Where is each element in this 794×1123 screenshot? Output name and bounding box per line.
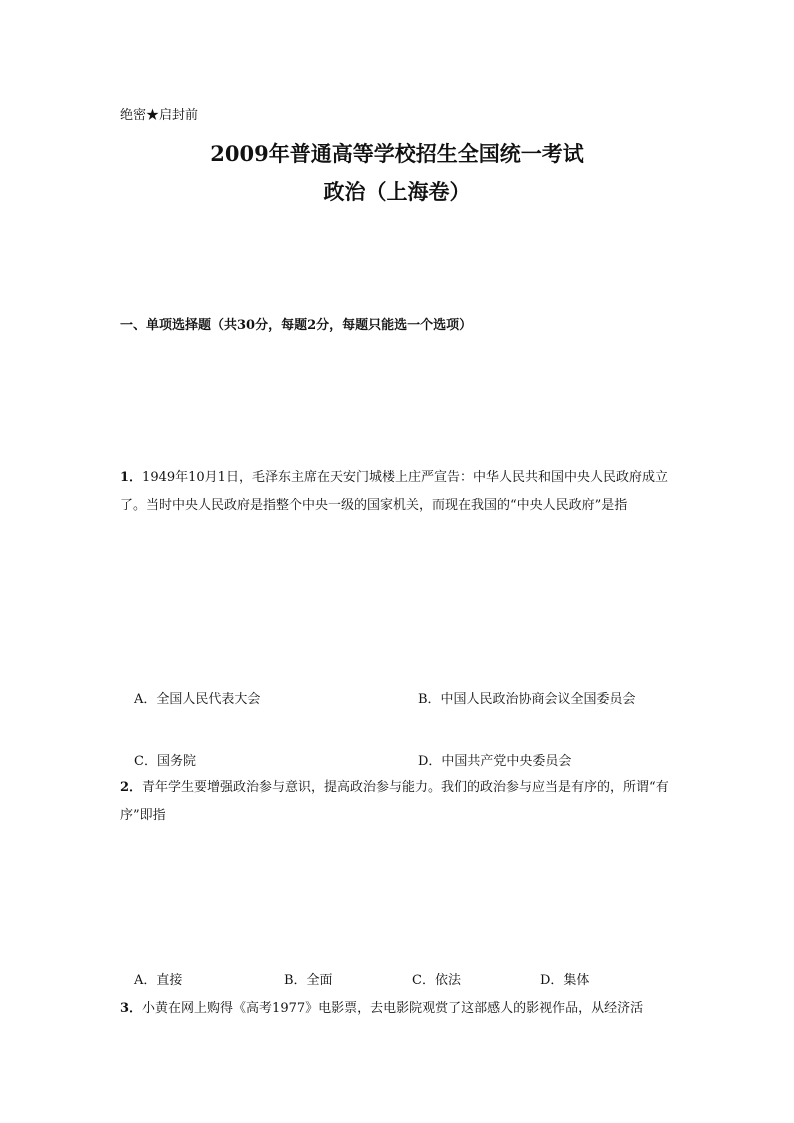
option-d: D．集体: [540, 973, 590, 988]
question-number: 3．: [120, 1001, 143, 1016]
question-number: 1．: [120, 470, 143, 485]
question-number: 2．: [120, 780, 143, 795]
question-text: 小黄在网上购得《高考1977》电影票，去电影院观赏了这部感人的影视作品，从经济活: [142, 1001, 644, 1016]
option-b: B．全面: [284, 973, 333, 988]
exam-subtitle: 政治（上海卷）: [323, 179, 471, 204]
option-a: A．直接: [134, 973, 183, 988]
option-a: A．全国人民代表大会: [134, 692, 261, 707]
question-2: [120, 774, 680, 830]
option-d: D．中国共产党中央委员会: [418, 754, 572, 769]
option-c: C．依法: [412, 973, 461, 988]
question-1: [120, 464, 680, 520]
question-3: [120, 995, 680, 1023]
question-text: 1949年10月1日，毛泽东主席在天安门城楼上庄严宣告：中华人民共和国中央人民政府成立了。当时中央人民政府是指整个中央一级的国家机关，而现在我国的“中央人民政府”是指: [120, 470, 668, 513]
exam-title: 2009年普通高等学校招生全国统一考试: [210, 141, 584, 166]
option-b: B．中国人民政治协商会议全国委员会: [418, 692, 636, 707]
section-heading: 一、单项选择题（共30分，每题2分，每题只能选一个选项）: [120, 318, 473, 333]
question-text: 青年学生要增强政治参与意识，提高政治参与能力。我们的政治参与应当是有序的，所谓“有序”即指: [120, 780, 669, 823]
secret-label: 绝密★启封前: [120, 108, 199, 123]
option-c: C．国务院: [134, 754, 196, 769]
